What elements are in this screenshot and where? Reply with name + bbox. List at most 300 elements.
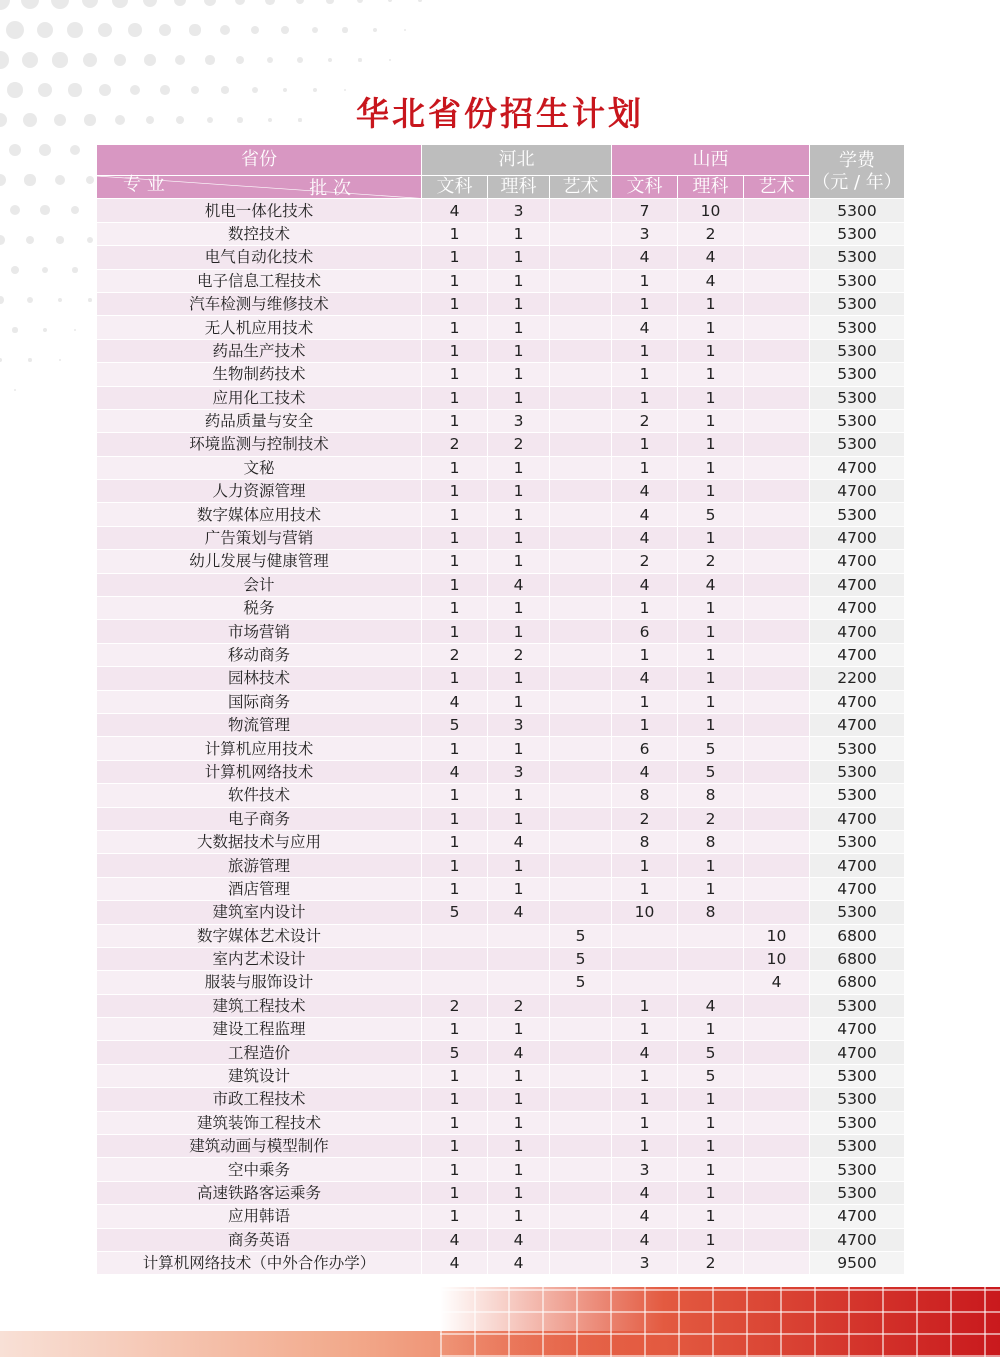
shanxi-like-cell: 1 [678, 1158, 744, 1181]
shanxi-yishu-cell [744, 643, 810, 666]
shanxi-wenke-cell: 1 [612, 456, 678, 479]
hebei-wenke-cell: 1 [422, 456, 488, 479]
hebei-yishu-cell [550, 1064, 612, 1087]
hebei-like-cell: 1 [488, 854, 550, 877]
hebei-yishu-cell [550, 877, 612, 900]
shanxi-yishu-cell [744, 1205, 810, 1228]
batch-label: 批 次 [309, 178, 351, 199]
shanxi-yishu-cell [744, 877, 810, 900]
shanxi-like-cell: 1 [678, 456, 744, 479]
shanxi-wenke-cell: 1 [612, 292, 678, 315]
hebei-like-cell: 1 [488, 526, 550, 549]
shanxi-yishu-cell [744, 994, 810, 1017]
table-row [97, 1041, 905, 1064]
hebei-like-cell: 4 [488, 830, 550, 853]
shanxi-like-cell: 1 [678, 480, 744, 503]
shanxi-like-cell: 4 [678, 573, 744, 596]
shanxi-yishu-cell [744, 573, 810, 596]
table-row [97, 901, 905, 924]
shanxi-yishu-cell [744, 269, 810, 292]
shanxi-wenke-cell: 2 [612, 807, 678, 830]
shanxi-yishu-header: 艺术 [744, 176, 810, 199]
hebei-like-cell: 2 [488, 643, 550, 666]
hebei-wenke-cell: 4 [422, 690, 488, 713]
hebei-yishu-cell [550, 363, 612, 386]
table-row [97, 1018, 905, 1041]
tuition-cell: 5300 [810, 316, 905, 339]
table-row [97, 737, 905, 760]
shanxi-wenke-cell: 1 [612, 339, 678, 362]
shanxi-yishu-cell [744, 1228, 810, 1251]
major-label: 专 业 [123, 174, 165, 196]
table-row [97, 1111, 905, 1134]
shanxi-like-cell: 1 [678, 690, 744, 713]
shanxi-like-cell: 10 [678, 199, 744, 222]
shanxi-like-cell: 2 [678, 550, 744, 573]
shanxi-wenke-cell: 4 [612, 246, 678, 269]
shanxi-like-cell: 1 [678, 877, 744, 900]
shanxi-yishu-cell [744, 1158, 810, 1181]
shanxi-yishu-cell: 10 [744, 924, 810, 947]
tuition-cell: 5300 [810, 386, 905, 409]
shanxi-wenke-cell: 1 [612, 690, 678, 713]
hebei-yishu-cell [550, 1205, 612, 1228]
table-row [97, 667, 905, 690]
major-cell: 广告策划与营销 [97, 526, 422, 549]
tuition-cell: 6800 [810, 947, 905, 970]
hebei-like-cell: 1 [488, 1181, 550, 1204]
hebei-like-cell: 1 [488, 316, 550, 339]
major-cell: 建筑动画与模型制作 [97, 1135, 422, 1158]
hebei-yishu-cell [550, 386, 612, 409]
tuition-label: 学费 [839, 149, 876, 171]
shanxi-wenke-cell: 6 [612, 620, 678, 643]
tuition-cell: 4700 [810, 854, 905, 877]
table-row [97, 924, 905, 947]
shanxi-wenke-cell: 4 [612, 526, 678, 549]
hebei-yishu-cell [550, 1228, 612, 1251]
shanxi-yishu-cell [744, 737, 810, 760]
hebei-wenke-cell: 1 [422, 246, 488, 269]
hebei-wenke-cell: 1 [422, 503, 488, 526]
table-row [97, 269, 905, 292]
table-row [97, 947, 905, 970]
hebei-yishu-cell [550, 901, 612, 924]
shanxi-like-cell [678, 924, 744, 947]
hebei-like-cell: 1 [488, 1088, 550, 1111]
tuition-cell: 5300 [810, 222, 905, 245]
major-cell: 数控技术 [97, 222, 422, 245]
tuition-cell: 4700 [810, 620, 905, 643]
table-row [97, 807, 905, 830]
major-cell: 会计 [97, 573, 422, 596]
hebei-like-cell: 1 [488, 737, 550, 760]
shanxi-wenke-cell: 1 [612, 1111, 678, 1134]
hebei-like-cell: 3 [488, 409, 550, 432]
major-cell: 建筑设计 [97, 1064, 422, 1087]
tuition-cell: 5300 [810, 433, 905, 456]
hebei-yishu-cell [550, 620, 612, 643]
table-row [97, 550, 905, 573]
hebei-like-cell: 1 [488, 1064, 550, 1087]
hebei-like-cell: 1 [488, 807, 550, 830]
major-cell: 文秘 [97, 456, 422, 479]
hebei-wenke-cell: 4 [422, 1251, 488, 1274]
major-cell: 药品质量与安全 [97, 409, 422, 432]
hebei-like-cell: 2 [488, 994, 550, 1017]
table-row [97, 480, 905, 503]
shanxi-wenke-cell: 2 [612, 550, 678, 573]
tuition-cell: 5300 [810, 503, 905, 526]
tuition-cell: 5300 [810, 246, 905, 269]
hebei-like-cell: 1 [488, 246, 550, 269]
shanxi-wenke-cell: 1 [612, 854, 678, 877]
shanxi-like-cell: 1 [678, 597, 744, 620]
hebei-like-cell: 1 [488, 480, 550, 503]
major-cell: 电气自动化技术 [97, 246, 422, 269]
shanxi-wenke-cell: 1 [612, 1018, 678, 1041]
hebei-like-cell [488, 971, 550, 994]
shanxi-like-cell: 1 [678, 409, 744, 432]
major-cell: 酒店管理 [97, 877, 422, 900]
hebei-wenke-cell: 2 [422, 643, 488, 666]
shanxi-like-cell: 5 [678, 760, 744, 783]
major-cell: 服装与服饰设计 [97, 971, 422, 994]
hebei-yishu-header: 艺术 [550, 176, 612, 199]
shanxi-like-header: 理科 [678, 176, 744, 199]
major-cell: 税务 [97, 597, 422, 620]
tuition-cell: 5300 [810, 292, 905, 315]
hebei-wenke-cell [422, 947, 488, 970]
shanxi-wenke-cell [612, 947, 678, 970]
hebei-like-cell: 1 [488, 269, 550, 292]
hebei-wenke-cell: 5 [422, 1041, 488, 1064]
hebei-wenke-cell: 1 [422, 784, 488, 807]
table-row [97, 526, 905, 549]
tuition-cell: 5300 [810, 760, 905, 783]
shanxi-wenke-cell: 4 [612, 503, 678, 526]
hebei-like-cell: 4 [488, 1041, 550, 1064]
table-row [97, 1228, 905, 1251]
hebei-like-cell: 1 [488, 1158, 550, 1181]
hebei-wenke-header: 文科 [422, 176, 488, 199]
tuition-cell: 2200 [810, 667, 905, 690]
tuition-cell: 5300 [810, 409, 905, 432]
shanxi-wenke-cell: 7 [612, 199, 678, 222]
hebei-like-cell: 1 [488, 363, 550, 386]
hebei-wenke-cell: 1 [422, 386, 488, 409]
hebei-wenke-cell: 1 [422, 1135, 488, 1158]
shanxi-like-cell: 1 [678, 854, 744, 877]
hebei-yishu-cell [550, 854, 612, 877]
tuition-cell: 5300 [810, 269, 905, 292]
hebei-yishu-cell [550, 316, 612, 339]
major-cell: 计算机网络技术（中外合作办学） [97, 1251, 422, 1274]
hebei-like-cell: 1 [488, 339, 550, 362]
hebei-wenke-cell: 1 [422, 409, 488, 432]
hebei-yishu-cell [550, 292, 612, 315]
shanxi-wenke-cell: 3 [612, 1158, 678, 1181]
hebei-yishu-cell [550, 503, 612, 526]
shanxi-like-cell: 2 [678, 222, 744, 245]
hebei-yishu-cell [550, 1088, 612, 1111]
table-row [97, 199, 905, 222]
tuition-cell: 4700 [810, 1041, 905, 1064]
tuition-cell: 5300 [810, 1181, 905, 1204]
tuition-cell: 5300 [810, 1135, 905, 1158]
hebei-like-cell: 1 [488, 292, 550, 315]
tuition-cell: 4700 [810, 1018, 905, 1041]
shanxi-wenke-cell: 4 [612, 573, 678, 596]
shanxi-like-cell: 1 [678, 433, 744, 456]
major-cell: 环境监测与控制技术 [97, 433, 422, 456]
hebei-yishu-cell [550, 667, 612, 690]
hebei-wenke-cell: 1 [422, 526, 488, 549]
shanxi-wenke-cell: 2 [612, 409, 678, 432]
hebei-like-cell: 3 [488, 760, 550, 783]
shanxi-wenke-cell: 10 [612, 901, 678, 924]
hebei-yishu-cell [550, 222, 612, 245]
shanxi-wenke-header: 文科 [612, 176, 678, 199]
major-cell: 计算机应用技术 [97, 737, 422, 760]
shanxi-yishu-cell [744, 690, 810, 713]
hebei-wenke-cell: 1 [422, 1205, 488, 1228]
major-cell: 空中乘务 [97, 1158, 422, 1181]
shanxi-wenke-cell [612, 971, 678, 994]
table-row [97, 246, 905, 269]
hebei-wenke-cell: 1 [422, 1111, 488, 1134]
hebei-like-cell: 1 [488, 877, 550, 900]
tuition-cell: 5300 [810, 830, 905, 853]
major-cell: 应用韩语 [97, 1205, 422, 1228]
table-row [97, 503, 905, 526]
hebei-yishu-cell [550, 1181, 612, 1204]
hebei-like-cell: 1 [488, 1205, 550, 1228]
tuition-unit: （元 / 年） [812, 171, 902, 193]
shanxi-yishu-cell [744, 667, 810, 690]
hebei-yishu-cell [550, 246, 612, 269]
hebei-wenke-cell: 4 [422, 1228, 488, 1251]
table-row [97, 971, 905, 994]
hebei-wenke-cell [422, 924, 488, 947]
shanxi-yishu-cell [744, 1041, 810, 1064]
hebei-like-cell: 4 [488, 901, 550, 924]
shanxi-yishu-cell [744, 713, 810, 736]
shanxi-yishu-cell [744, 901, 810, 924]
tuition-cell: 5300 [810, 363, 905, 386]
major-cell: 市场营销 [97, 620, 422, 643]
table-row [97, 1205, 905, 1228]
shanxi-yishu-cell [744, 1088, 810, 1111]
hebei-wenke-cell: 2 [422, 994, 488, 1017]
hebei-wenke-cell: 1 [422, 807, 488, 830]
hebei-yishu-cell [550, 526, 612, 549]
shanxi-like-cell: 1 [678, 713, 744, 736]
major-cell: 机电一体化技术 [97, 199, 422, 222]
hebei-wenke-cell: 1 [422, 830, 488, 853]
shanxi-wenke-cell: 1 [612, 269, 678, 292]
shanxi-wenke-cell: 1 [612, 1088, 678, 1111]
shanxi-yishu-cell [744, 339, 810, 362]
shanxi-yishu-cell [744, 199, 810, 222]
major-cell: 计算机网络技术 [97, 760, 422, 783]
major-cell: 电子商务 [97, 807, 422, 830]
hebei-yishu-cell: 5 [550, 947, 612, 970]
shanxi-yishu-cell [744, 503, 810, 526]
hebei-wenke-cell: 1 [422, 620, 488, 643]
hebei-yishu-cell [550, 737, 612, 760]
hebei-like-cell: 4 [488, 573, 550, 596]
tuition-cell: 5300 [810, 784, 905, 807]
hebei-yishu-cell [550, 713, 612, 736]
hebei-wenke-cell: 1 [422, 363, 488, 386]
major-cell: 室内艺术设计 [97, 947, 422, 970]
tuition-cell: 4700 [810, 550, 905, 573]
hebei-wenke-cell [422, 971, 488, 994]
tuition-cell: 4700 [810, 643, 905, 666]
table-row [97, 1088, 905, 1111]
hebei-wenke-cell: 1 [422, 737, 488, 760]
hebei-like-cell: 4 [488, 1228, 550, 1251]
hebei-like-cell: 1 [488, 456, 550, 479]
shanxi-like-cell: 4 [678, 246, 744, 269]
shanxi-like-cell: 1 [678, 339, 744, 362]
major-cell: 移动商务 [97, 643, 422, 666]
hebei-wenke-cell: 1 [422, 597, 488, 620]
hebei-wenke-cell: 1 [422, 269, 488, 292]
shanxi-like-cell: 5 [678, 503, 744, 526]
page-title: 华北省份招生计划 [356, 94, 644, 133]
shanxi-yishu-cell [744, 433, 810, 456]
major-cell: 汽车检测与维修技术 [97, 292, 422, 315]
tuition-cell: 5300 [810, 994, 905, 1017]
tuition-cell: 4700 [810, 690, 905, 713]
shanxi-yishu-cell [744, 1018, 810, 1041]
table-row [97, 760, 905, 783]
major-cell: 建设工程监理 [97, 1018, 422, 1041]
hebei-like-cell: 1 [488, 550, 550, 573]
shanxi-yishu-cell [744, 1064, 810, 1087]
table-row [97, 292, 905, 315]
table-row [97, 690, 905, 713]
major-cell: 建筑工程技术 [97, 994, 422, 1017]
hebei-wenke-cell: 5 [422, 713, 488, 736]
hebei-yishu-cell [550, 690, 612, 713]
hebei-yishu-cell [550, 643, 612, 666]
hebei-yishu-cell [550, 994, 612, 1017]
table-row [97, 1158, 905, 1181]
shanxi-like-cell: 1 [678, 620, 744, 643]
hebei-like-cell [488, 947, 550, 970]
table-row [97, 386, 905, 409]
hebei-wenke-cell: 2 [422, 433, 488, 456]
major-cell: 建筑装饰工程技术 [97, 1111, 422, 1134]
shanxi-like-cell: 5 [678, 737, 744, 760]
decorative-bottom-band [0, 1287, 1000, 1357]
table-row [97, 363, 905, 386]
major-cell: 应用化工技术 [97, 386, 422, 409]
shanxi-like-cell: 1 [678, 526, 744, 549]
hebei-wenke-cell: 1 [422, 316, 488, 339]
hebei-like-cell: 1 [488, 784, 550, 807]
shanxi-like-cell: 8 [678, 901, 744, 924]
shanxi-wenke-cell: 8 [612, 830, 678, 853]
shanxi-wenke-cell: 1 [612, 877, 678, 900]
shanxi-like-cell: 5 [678, 1041, 744, 1064]
shanxi-like-cell: 1 [678, 292, 744, 315]
hebei-yishu-cell: 5 [550, 924, 612, 947]
tuition-cell: 5300 [810, 1088, 905, 1111]
major-cell: 市政工程技术 [97, 1088, 422, 1111]
hebei-wenke-cell: 4 [422, 760, 488, 783]
major-cell: 高速铁路客运乘务 [97, 1181, 422, 1204]
hebei-like-cell: 1 [488, 620, 550, 643]
hebei-wenke-cell: 1 [422, 550, 488, 573]
shanxi-header: 山西 [612, 145, 810, 176]
shanxi-yishu-cell [744, 550, 810, 573]
shanxi-yishu-cell [744, 760, 810, 783]
major-cell: 数字媒体应用技术 [97, 503, 422, 526]
table-row [97, 1064, 905, 1087]
hebei-yishu-cell [550, 760, 612, 783]
shanxi-like-cell: 4 [678, 994, 744, 1017]
shanxi-yishu-cell [744, 246, 810, 269]
major-cell: 数字媒体艺术设计 [97, 924, 422, 947]
shanxi-like-cell: 1 [678, 386, 744, 409]
shanxi-like-cell: 1 [678, 1018, 744, 1041]
shanxi-yishu-cell [744, 386, 810, 409]
shanxi-wenke-cell: 4 [612, 760, 678, 783]
hebei-yishu-cell [550, 1251, 612, 1274]
major-cell: 软件技术 [97, 784, 422, 807]
hebei-yishu-cell [550, 480, 612, 503]
table-row [97, 1181, 905, 1204]
shanxi-yishu-cell [744, 854, 810, 877]
shanxi-like-cell [678, 947, 744, 970]
hebei-like-cell: 1 [488, 667, 550, 690]
shanxi-like-cell: 8 [678, 784, 744, 807]
shanxi-yishu-cell [744, 807, 810, 830]
shanxi-yishu-cell [744, 409, 810, 432]
hebei-like-cell: 1 [488, 690, 550, 713]
shanxi-yishu-cell [744, 222, 810, 245]
hebei-wenke-cell: 1 [422, 1158, 488, 1181]
shanxi-wenke-cell: 1 [612, 1064, 678, 1087]
table-row [97, 597, 905, 620]
hebei-like-cell [488, 924, 550, 947]
tuition-cell: 4700 [810, 597, 905, 620]
shanxi-yishu-cell [744, 1251, 810, 1274]
shanxi-like-cell: 8 [678, 830, 744, 853]
shanxi-like-cell: 1 [678, 667, 744, 690]
tuition-cell: 6800 [810, 924, 905, 947]
table-row [97, 316, 905, 339]
shanxi-yishu-cell [744, 1135, 810, 1158]
hebei-like-cell: 1 [488, 222, 550, 245]
hebei-yishu-cell [550, 1158, 612, 1181]
table-row [97, 854, 905, 877]
major-cell: 商务英语 [97, 1228, 422, 1251]
table-row [97, 877, 905, 900]
shanxi-like-cell: 1 [678, 1135, 744, 1158]
hebei-like-cell: 4 [488, 1251, 550, 1274]
tuition-cell: 5300 [810, 1064, 905, 1087]
major-cell: 人力资源管理 [97, 480, 422, 503]
major-cell: 药品生产技术 [97, 339, 422, 362]
tuition-header [810, 145, 905, 199]
tuition-cell: 4700 [810, 480, 905, 503]
tuition-cell: 5300 [810, 737, 905, 760]
